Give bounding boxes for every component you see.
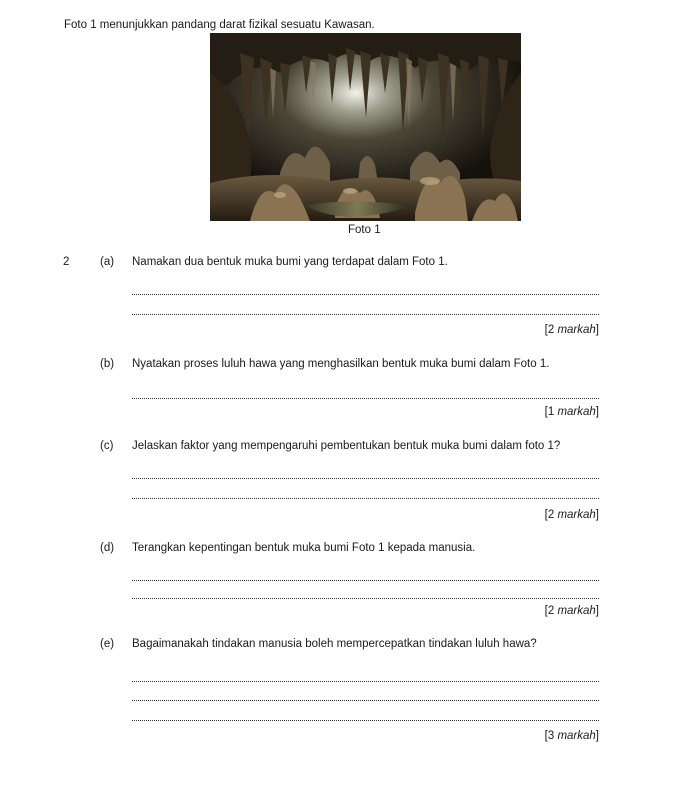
part-c-question: Jelaskan faktor yang mempengaruhi pembentukan bentuk muka bumi dalam foto 1? xyxy=(132,440,561,452)
part-d-marks: [2 markah] xyxy=(544,605,599,617)
part-a-answer-line-1[interactable] xyxy=(132,294,599,295)
part-d-letter: (d) xyxy=(100,542,115,554)
question-number: 2 xyxy=(63,256,70,268)
part-c-answer-line-2[interactable] xyxy=(132,498,599,499)
part-d-question: Terangkan kepentingan bentuk muka bumi Foto 1 kepada manusia. xyxy=(132,542,476,554)
part-e-answer-line-1[interactable] xyxy=(132,681,599,682)
part-b-letter: (b) xyxy=(100,358,115,370)
intro-text: Foto 1 menunjukkan pandang darat fizikal sesuatu Kawasan. xyxy=(64,19,375,31)
part-e-question: Bagaimanakah tindakan manusia boleh mempercepatkan tindakan luluh hawa? xyxy=(132,638,537,650)
part-b-question: Nyatakan proses luluh hawa yang menghasilkan bentuk muka bumi dalam Foto 1. xyxy=(132,358,550,370)
part-a-answer-line-2[interactable] xyxy=(132,314,599,315)
part-e-answer-line-3[interactable] xyxy=(132,720,599,721)
cave-photo xyxy=(210,33,521,221)
part-b-marks: [1 markah] xyxy=(544,406,599,418)
part-a-question: Namakan dua bentuk muka bumi yang terdapat dalam Foto 1. xyxy=(132,256,448,268)
photo-caption: Foto 1 xyxy=(348,224,381,236)
part-b-answer-line-1[interactable] xyxy=(132,398,599,399)
part-e-marks: [3 markah] xyxy=(544,730,599,742)
part-e-answer-line-2[interactable] xyxy=(132,700,599,701)
part-a-letter: (a) xyxy=(100,256,115,268)
part-c-letter: (c) xyxy=(100,440,114,452)
part-c-answer-line-1[interactable] xyxy=(132,478,599,479)
part-d-answer-line-2[interactable] xyxy=(132,598,599,599)
part-c-marks: [2 markah] xyxy=(544,509,599,521)
part-d-answer-line-1[interactable] xyxy=(132,580,599,581)
part-a-marks: [2 markah] xyxy=(544,324,599,336)
part-e-letter: (e) xyxy=(100,638,115,650)
